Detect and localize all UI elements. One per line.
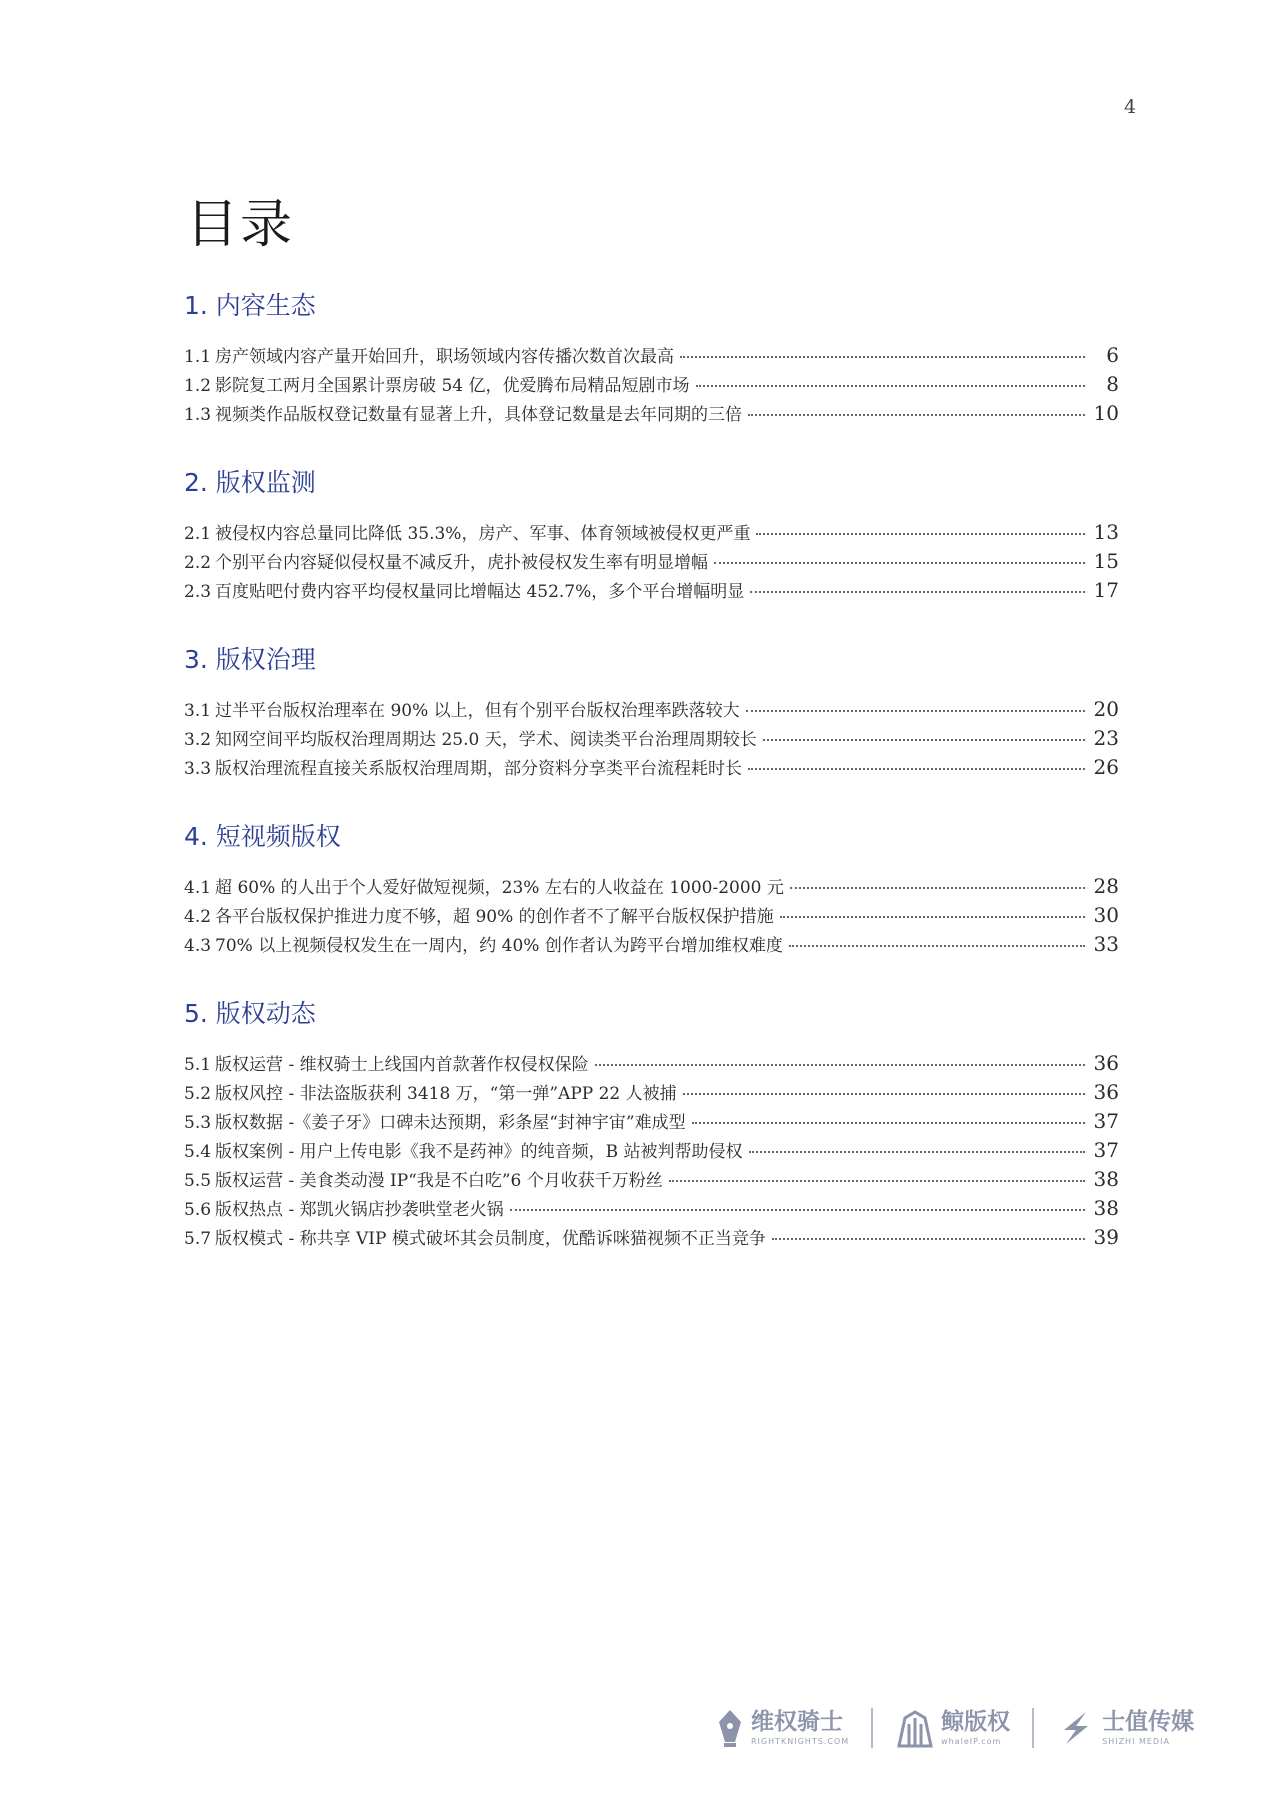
dot-leader	[696, 385, 1086, 387]
logo-whaleip-name: 鲸版权	[941, 1708, 1011, 1735]
toc-entry-number: 2.2	[184, 553, 212, 573]
toc-section	[184, 286, 1119, 429]
toc-entry-page: 17	[1093, 578, 1119, 602]
dot-leader	[669, 1180, 1085, 1182]
toc-entry-number: 2.1	[184, 524, 212, 544]
toc-entry-page: 26	[1093, 755, 1119, 779]
toc-entry-page: 13	[1093, 520, 1119, 544]
toc-section	[184, 640, 1119, 783]
dot-leader	[749, 1151, 1086, 1153]
toc-section	[184, 994, 1119, 1253]
toc-section	[184, 817, 1119, 960]
toc-entry-number: 3.1	[184, 701, 212, 721]
toc-entry-page: 28	[1093, 874, 1119, 898]
section-heading: 2. 版权监测	[184, 468, 316, 497]
toc-entry-page: 38	[1093, 1167, 1119, 1191]
footer-logos	[715, 1702, 1225, 1754]
toc-entry-page: 23	[1093, 726, 1119, 750]
toc-entry[interactable]	[184, 1195, 1119, 1224]
toc-entry-number: 5.4	[184, 1142, 212, 1162]
pen-nib-icon	[715, 1708, 745, 1748]
toc-entry[interactable]	[184, 873, 1119, 902]
dot-leader	[756, 533, 1085, 535]
toc-entry-title: 版权运营 - 美食类动漫 IP“我是不白吃”6 个月收获千万粉丝	[215, 1171, 663, 1191]
dot-leader	[714, 562, 1085, 564]
toc-entry-number: 4.1	[184, 878, 212, 898]
dot-leader	[510, 1209, 1085, 1211]
dot-leader	[790, 887, 1085, 889]
toc-entry-page: 10	[1093, 401, 1119, 425]
toc-entry-title: 版权运营 - 维权骑士上线国内首款著作权侵权保险	[215, 1055, 589, 1075]
toc-entry-number: 3.2	[184, 730, 212, 750]
toc-entry[interactable]	[184, 1224, 1119, 1253]
toc-entry-page: 36	[1093, 1080, 1119, 1104]
toc-entry-title: 房产领域内容产量开始回升，职场领域内容传播次数首次最高	[215, 347, 675, 367]
toc-entry[interactable]	[184, 1108, 1119, 1137]
toc-entry-number: 5.6	[184, 1200, 212, 1220]
logo-whaleip-sub: whaleIP.com	[941, 1736, 1002, 1746]
toc-entry[interactable]	[184, 342, 1119, 371]
toc-entry-title: 视频类作品版权登记数量有显著上升，具体登记数量是去年同期的三倍	[215, 405, 743, 425]
toc-list	[184, 342, 1119, 429]
dot-leader	[746, 710, 1085, 712]
toc-entry-number: 5.2	[184, 1084, 212, 1104]
toc-entry-title: 版权案例 - 用户上传电影《我不是药神》的纯音频，B 站被判帮助侵权	[215, 1142, 743, 1162]
toc-entry-page: 37	[1093, 1109, 1119, 1133]
toc-entry-title: 超 60% 的人出于个人爱好做短视频，23% 左右的人收益在 1000-2000 元	[215, 878, 784, 898]
section-heading: 3. 版权治理	[184, 645, 316, 674]
toc-entry[interactable]	[184, 519, 1119, 548]
toc-entry-page: 36	[1093, 1051, 1119, 1075]
toc-entry-title: 知网空间平均版权治理周期达 25.0 天，学术、阅读类平台治理周期较长	[215, 730, 757, 750]
dot-leader	[748, 768, 1085, 770]
toc-entry-title: 影院复工两月全国累计票房破 54 亿，优爱腾布局精品短剧市场	[215, 376, 690, 396]
toc-entry[interactable]	[184, 548, 1119, 577]
logo-rightknights-name: 维权骑士	[751, 1708, 843, 1735]
toc-list	[184, 519, 1119, 606]
building-icon	[895, 1708, 935, 1748]
toc-entry-title: 被侵权内容总量同比降低 35.3%，房产、军事、体育领域被侵权更严重	[215, 524, 751, 544]
toc-entry-title: 70% 以上视频侵权发生在一周内，约 40% 创作者认为跨平台增加维权难度	[215, 936, 783, 956]
toc-entry-page: 33	[1093, 932, 1119, 956]
toc-entry[interactable]	[184, 400, 1119, 429]
s-mark-icon	[1056, 1708, 1096, 1748]
dot-leader	[780, 916, 1085, 918]
dot-leader	[680, 356, 1085, 358]
dot-leader	[789, 945, 1085, 947]
toc-entry[interactable]	[184, 931, 1119, 960]
toc-entry[interactable]	[184, 696, 1119, 725]
logo-rightknights-sub: RIGHTKNIGHTS.COM	[751, 1736, 850, 1746]
toc-entry-page: 30	[1093, 903, 1119, 927]
toc-entry[interactable]	[184, 1050, 1119, 1079]
toc-section	[184, 463, 1119, 606]
toc-entry[interactable]	[184, 371, 1119, 400]
toc-entry-number: 5.5	[184, 1171, 212, 1191]
toc-entry-title: 各平台版权保护推进力度不够，超 90% 的创作者不了解平台版权保护措施	[215, 907, 774, 927]
toc-entry-title: 过半平台版权治理率在 90% 以上，但有个别平台版权治理率跌落较大	[215, 701, 740, 721]
section-heading: 1. 内容生态	[184, 291, 316, 320]
toc-entry-page: 38	[1093, 1196, 1119, 1220]
logo-shizhi-name: 士值传媒	[1102, 1708, 1195, 1735]
toc-entry-title: 版权数据 -《姜子牙》口碑未达预期，彩条屋“封神宇宙”难成型	[215, 1113, 686, 1133]
section-heading: 4. 短视频版权	[184, 822, 341, 851]
toc-entry-number: 5.7	[184, 1229, 212, 1249]
toc-list	[184, 696, 1119, 783]
toc-entry-number: 4.2	[184, 907, 212, 927]
dot-leader	[750, 591, 1085, 593]
toc-entry-number: 1.2	[184, 376, 212, 396]
dot-leader	[763, 739, 1085, 741]
toc-entry[interactable]	[184, 1166, 1119, 1195]
toc-entry-title: 百度贴吧付费内容平均侵权量同比增幅达 452.7%，多个平台增幅明显	[215, 582, 745, 602]
toc-entry-page: 6	[1106, 343, 1119, 367]
dot-leader	[692, 1122, 1085, 1124]
toc-entry-title: 版权热点 - 郑凯火锅店抄袭哄堂老火锅	[215, 1200, 504, 1220]
toc-entry-page: 8	[1106, 372, 1119, 396]
toc-entry-number: 5.3	[184, 1113, 212, 1133]
toc-list	[184, 873, 1119, 960]
logo-shizhi	[1056, 1708, 1194, 1748]
section-heading: 5. 版权动态	[184, 999, 316, 1028]
toc-entry-number: 1.1	[184, 347, 212, 367]
toc-entry[interactable]	[184, 754, 1119, 783]
toc-entry-number: 1.3	[184, 405, 212, 425]
toc-entry-number: 2.3	[184, 582, 212, 602]
toc-entry-number: 4.3	[184, 936, 212, 956]
toc-entry[interactable]	[184, 577, 1119, 606]
toc-entry-page: 39	[1093, 1225, 1119, 1249]
toc-list	[184, 1050, 1119, 1253]
toc-entry-title: 个别平台内容疑似侵权量不减反升，虎扑被侵权发生率有明显增幅	[215, 553, 709, 573]
toc-entry-page: 37	[1093, 1138, 1119, 1162]
page-title: 目录	[186, 195, 295, 255]
toc-entry[interactable]	[184, 1137, 1119, 1166]
toc-entry-number: 5.1	[184, 1055, 212, 1075]
dot-leader	[595, 1064, 1085, 1066]
logo-divider	[871, 1708, 873, 1748]
dot-leader	[748, 414, 1085, 416]
toc-entry-title: 版权治理流程直接关系版权治理周期，部分资料分享类平台流程耗时长	[215, 759, 743, 779]
logo-rightknights	[715, 1708, 849, 1748]
toc-entry[interactable]	[184, 725, 1119, 754]
toc-entry-page: 20	[1093, 697, 1119, 721]
dot-leader	[683, 1093, 1085, 1095]
table-of-contents	[184, 286, 1119, 1287]
dot-leader	[772, 1238, 1085, 1240]
toc-entry-title: 版权风控 - 非法盗版获利 3418 万，“第一弹”APP 22 人被捕	[215, 1084, 677, 1104]
toc-entry[interactable]	[184, 1079, 1119, 1108]
toc-entry-title: 版权模式 - 称共享 VIP 模式破坏其会员制度，优酷诉咪猫视频不正当竞争	[215, 1229, 766, 1249]
toc-entry[interactable]	[184, 902, 1119, 931]
logo-shizhi-sub: SHIZHI MEDIA	[1102, 1736, 1170, 1746]
toc-entry-number: 3.3	[184, 759, 212, 779]
toc-entry-page: 15	[1093, 549, 1119, 573]
logo-divider	[1032, 1708, 1034, 1748]
page-number: 4	[1123, 96, 1137, 118]
logo-whaleip	[895, 1708, 1010, 1748]
